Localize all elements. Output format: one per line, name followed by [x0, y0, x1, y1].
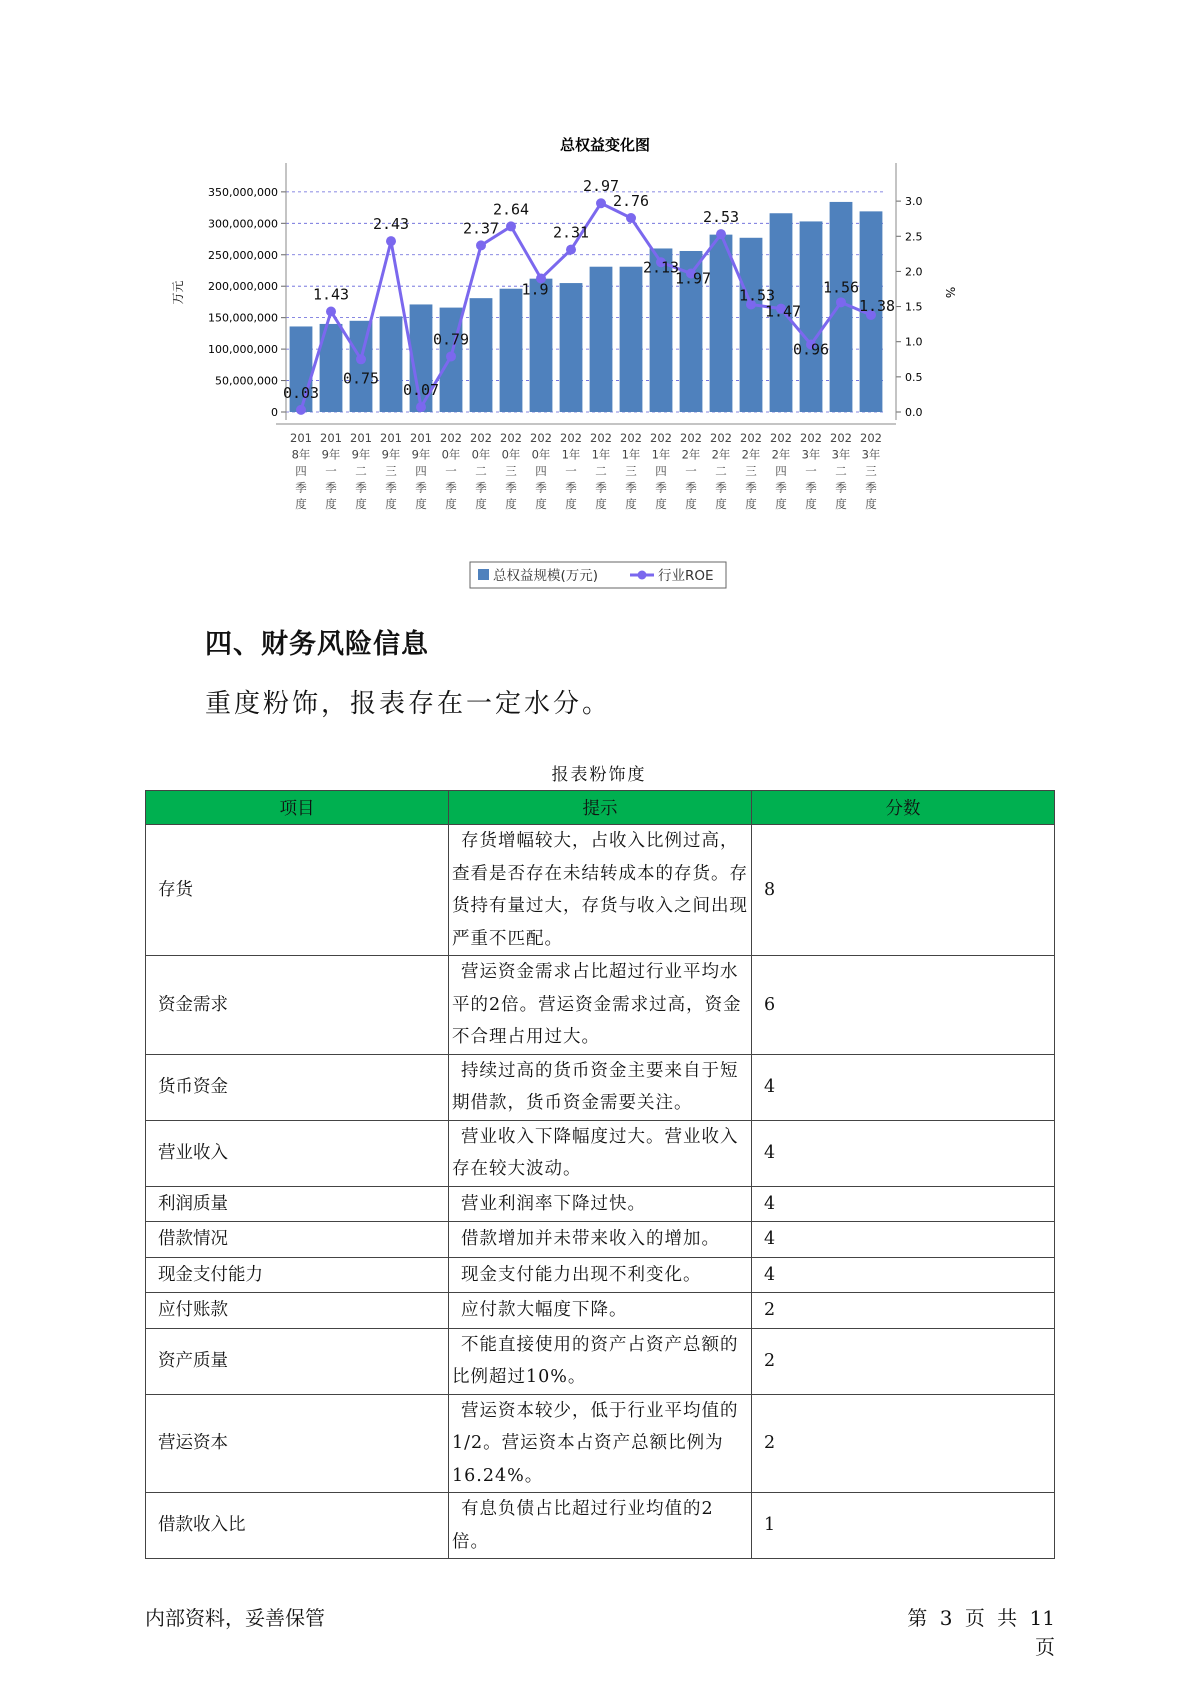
row-score: 4 [752, 1257, 1055, 1293]
x-tick-label: 二 [835, 464, 847, 478]
row-hint: 不能直接使用的资产占资产总额的比例超过10%。 [449, 1328, 752, 1394]
x-tick-label: 0年 [501, 447, 521, 462]
roe-data-label: 2.31 [552, 223, 590, 242]
x-tick-label: 3年 [801, 447, 821, 462]
row-item: 借款收入比 [146, 1493, 449, 1559]
x-tick-label: 季 [805, 480, 817, 495]
x-tick-label: 0年 [471, 447, 491, 462]
roe-data-label: 1.53 [738, 286, 776, 305]
x-tick-label: 三 [505, 464, 517, 478]
x-tick-label: 202 [440, 431, 462, 445]
x-tick-label: 201 [380, 431, 402, 445]
left-axis-label: 万元 [171, 280, 185, 305]
bar [530, 279, 553, 412]
x-tick-label: 季 [325, 480, 337, 495]
header-item: 项目 [146, 791, 449, 825]
x-tick-label: 202 [800, 431, 822, 445]
row-hint: 营业收入下降幅度过大。营业收入存在较大波动。 [449, 1120, 752, 1186]
x-tick-label: 一 [805, 464, 817, 478]
roe-point [326, 306, 336, 316]
row-hint: 持续过高的货币资金主要来自于短期借款，货币资金需要关注。 [449, 1054, 752, 1120]
legend-label-bar: 总权益规模(万元) [493, 568, 599, 584]
x-tick-label: 1年 [651, 447, 671, 462]
row-item: 货币资金 [146, 1054, 449, 1120]
bar [800, 221, 823, 412]
roe-data-label: 2.53 [702, 208, 740, 227]
chart-title: 总权益变化图 [559, 136, 651, 154]
right-tick-label: 0.5 [905, 370, 923, 384]
roe-point [596, 198, 606, 208]
x-tick-label: 度 [865, 497, 877, 511]
x-tick-label: 度 [415, 497, 427, 511]
table-row [146, 1394, 1055, 1493]
row-item: 借款情况 [146, 1222, 449, 1258]
x-tick-label: 2年 [681, 447, 701, 462]
x-tick-label: 201 [410, 431, 432, 445]
x-tick-label: 0年 [441, 447, 461, 462]
x-tick-label: 度 [505, 497, 517, 511]
x-tick-label: 202 [470, 431, 492, 445]
x-tick-label: 三 [865, 464, 877, 478]
x-tick-label: 度 [745, 497, 757, 511]
x-tick-label: 度 [355, 497, 367, 511]
roe-data-label: 1.47 [764, 302, 802, 321]
x-tick-label: 季 [475, 480, 487, 495]
x-tick-label: 度 [835, 497, 847, 511]
roe-data-label: 1.56 [822, 278, 860, 297]
roe-data-label: 0.79 [432, 330, 470, 349]
x-tick-label: 一 [565, 464, 577, 478]
x-tick-label: 季 [445, 480, 457, 495]
roe-data-label: 0.07 [402, 381, 440, 400]
x-tick-label: 202 [740, 431, 762, 445]
right-axis-label: % [943, 286, 957, 299]
roe-point [356, 354, 366, 364]
x-tick-label: 度 [325, 497, 337, 511]
x-tick-label: 季 [565, 480, 577, 495]
header-score: 分数 [752, 791, 1055, 825]
right-tick-label: 1.0 [905, 335, 923, 349]
x-tick-label: 四 [535, 464, 547, 478]
x-tick-label: 四 [655, 464, 667, 478]
x-tick-label: 202 [680, 431, 702, 445]
x-tick-label: 202 [860, 431, 882, 445]
row-hint: 营运资金需求占比超过行业平均水平的2倍。营运资金需求过高，资金不合理占用过大。 [449, 956, 752, 1055]
roe-point [716, 229, 726, 239]
x-tick-label: 度 [685, 497, 697, 511]
x-tick-label: 季 [715, 480, 727, 495]
roe-point [416, 402, 426, 412]
row-item: 利润质量 [146, 1186, 449, 1222]
equity-chart-svg [150, 130, 957, 600]
roe-point [836, 297, 846, 307]
x-tick-label: 3年 [861, 447, 881, 462]
table-row [146, 1054, 1055, 1120]
x-tick-label: 201 [320, 431, 342, 445]
x-tick-label: 3年 [831, 447, 851, 462]
x-tick-label: 202 [590, 431, 612, 445]
roe-point [446, 351, 456, 361]
footer-confidential: 内部资料，妥善保管 [145, 1606, 325, 1630]
x-tick-label: 2年 [771, 447, 791, 462]
left-tick-label: 200,000,000 [208, 280, 278, 294]
risk-table [145, 790, 1055, 1559]
bar [620, 267, 643, 412]
roe-data-label: 0.03 [282, 383, 320, 402]
x-tick-label: 度 [625, 497, 637, 511]
roe-data-label: 2.97 [582, 177, 620, 196]
x-tick-label: 一 [325, 464, 337, 478]
x-tick-label: 季 [295, 480, 307, 495]
left-tick-label: 350,000,000 [208, 185, 278, 199]
roe-data-label: 1.97 [674, 269, 712, 288]
table-header-row [146, 791, 1055, 825]
row-hint: 应付款大幅度下降。 [449, 1293, 752, 1329]
row-item: 存货 [146, 825, 449, 956]
row-hint: 存货增幅较大，占收入比例过高，查看是否存在未结转成本的存货。存货持有量过大，存货与收入之间出现严重不匹配。 [449, 825, 752, 956]
bar [350, 321, 373, 412]
x-tick-label: 一 [685, 464, 697, 478]
roe-data-label: 2.13 [642, 258, 680, 277]
roe-data-label: 1.9 [521, 280, 549, 299]
table-row [146, 1222, 1055, 1258]
x-tick-label: 四 [415, 464, 427, 478]
x-tick-label: 202 [650, 431, 672, 445]
row-score: 4 [752, 1186, 1055, 1222]
roe-data-label: 0.96 [792, 340, 830, 359]
x-tick-label: 度 [595, 497, 607, 511]
table-row [146, 1493, 1055, 1559]
footer-page-number: 第 3 页 共 11 页 [907, 1606, 1055, 1659]
x-tick-label: 季 [655, 480, 667, 495]
x-tick-label: 季 [775, 480, 787, 495]
x-tick-label: 8年 [291, 447, 311, 462]
roe-point [506, 221, 516, 231]
roe-point [626, 213, 636, 223]
x-tick-label: 度 [475, 497, 487, 511]
row-hint: 营业利润率下降过快。 [449, 1186, 752, 1222]
roe-data-label: 1.43 [312, 285, 350, 304]
roe-point [386, 236, 396, 246]
x-tick-label: 三 [745, 464, 757, 478]
x-tick-label: 度 [385, 497, 397, 511]
row-item: 营运资本 [146, 1394, 449, 1493]
row-score: 8 [752, 825, 1055, 956]
x-tick-label: 1年 [591, 447, 611, 462]
bar [710, 235, 733, 412]
x-tick-label: 度 [295, 497, 307, 511]
table-row [146, 1120, 1055, 1186]
row-hint: 有息负债占比超过行业均值的2倍。 [449, 1493, 752, 1559]
x-tick-label: 0年 [531, 447, 551, 462]
section-summary: 重度粉饰，报表存在一定水分。 [205, 689, 612, 719]
x-tick-label: 季 [385, 480, 397, 495]
roe-data-label: 2.37 [462, 219, 500, 238]
x-tick-label: 9年 [351, 447, 371, 462]
x-tick-label: 季 [415, 480, 427, 495]
row-score: 4 [752, 1054, 1055, 1120]
x-tick-label: 四 [775, 464, 787, 478]
row-hint: 现金支付能力出现不利变化。 [449, 1257, 752, 1293]
x-tick-label: 一 [445, 464, 457, 478]
row-score: 2 [752, 1328, 1055, 1394]
roe-point [296, 405, 306, 415]
x-tick-label: 度 [715, 497, 727, 511]
row-score: 2 [752, 1293, 1055, 1329]
bar [590, 267, 613, 412]
x-tick-label: 9年 [381, 447, 401, 462]
roe-data-label: 0.75 [342, 369, 380, 388]
x-tick-label: 三 [625, 464, 637, 478]
row-item: 资金需求 [146, 956, 449, 1055]
table-row [146, 1328, 1055, 1394]
x-tick-label: 202 [560, 431, 582, 445]
x-tick-label: 2年 [711, 447, 731, 462]
x-tick-label: 202 [620, 431, 642, 445]
x-tick-label: 9年 [411, 447, 431, 462]
left-tick-label: 250,000,000 [208, 248, 278, 262]
x-tick-label: 四 [295, 464, 307, 478]
right-tick-label: 3.0 [905, 195, 923, 209]
roe-data-label: 2.43 [372, 215, 410, 234]
x-tick-label: 季 [745, 480, 757, 495]
table-row [146, 1293, 1055, 1329]
x-tick-label: 季 [625, 480, 637, 495]
roe-point [476, 240, 486, 250]
equity-chart [150, 130, 957, 600]
roe-data-label: 2.64 [492, 200, 530, 219]
row-score: 6 [752, 956, 1055, 1055]
table-row [146, 1186, 1055, 1222]
row-item: 资产质量 [146, 1328, 449, 1394]
x-tick-label: 季 [685, 480, 697, 495]
x-tick-label: 202 [710, 431, 732, 445]
bar [500, 289, 523, 412]
legend-label-line: 行业ROE [658, 568, 714, 584]
row-hint: 借款增加并未带来收入的增加。 [449, 1222, 752, 1258]
row-item: 应付账款 [146, 1293, 449, 1329]
row-score: 1 [752, 1493, 1055, 1559]
x-tick-label: 202 [770, 431, 792, 445]
x-tick-label: 季 [505, 480, 517, 495]
roe-point [566, 245, 576, 255]
x-tick-label: 202 [500, 431, 522, 445]
x-tick-label: 度 [445, 497, 457, 511]
left-tick-label: 50,000,000 [215, 374, 278, 388]
row-score: 4 [752, 1120, 1055, 1186]
row-item: 现金支付能力 [146, 1257, 449, 1293]
x-tick-label: 季 [535, 480, 547, 495]
x-tick-label: 度 [565, 497, 577, 511]
x-tick-label: 季 [835, 480, 847, 495]
x-tick-label: 2年 [741, 447, 761, 462]
x-tick-label: 季 [595, 480, 607, 495]
x-tick-label: 度 [655, 497, 667, 511]
x-tick-label: 9年 [321, 447, 341, 462]
table-caption: 报表粉饰度 [551, 765, 647, 785]
bar [470, 298, 493, 412]
legend-swatch-bar [478, 569, 489, 580]
bar [560, 283, 583, 412]
roe-data-label: 2.76 [612, 191, 650, 210]
table-row [146, 1257, 1055, 1293]
table-row [146, 956, 1055, 1055]
x-tick-label: 度 [805, 497, 817, 511]
right-tick-label: 0.0 [905, 406, 923, 419]
row-hint: 营运资本较少，低于行业平均值的1/2。营运资本占资产总额比例为16.24%。 [449, 1394, 752, 1493]
row-score: 2 [752, 1394, 1055, 1493]
bar [380, 316, 403, 412]
bar [740, 238, 763, 412]
x-tick-label: 202 [530, 431, 552, 445]
x-tick-label: 1年 [561, 447, 581, 462]
x-tick-label: 202 [830, 431, 852, 445]
row-score: 4 [752, 1222, 1055, 1258]
header-hint: 提示 [449, 791, 752, 825]
legend-swatch-point [638, 571, 647, 580]
table-row [146, 825, 1055, 956]
x-tick-label: 201 [350, 431, 372, 445]
roe-data-label: 1.38 [858, 296, 896, 315]
right-tick-label: 2.0 [905, 265, 923, 279]
x-tick-label: 二 [475, 464, 487, 478]
x-tick-label: 度 [535, 497, 547, 511]
x-tick-label: 三 [385, 464, 397, 478]
x-tick-label: 二 [715, 464, 727, 478]
x-tick-label: 季 [865, 480, 877, 495]
right-tick-label: 1.5 [905, 300, 923, 314]
x-tick-label: 201 [290, 431, 312, 445]
x-tick-label: 二 [355, 464, 367, 478]
section-heading: 四、财务风险信息 [205, 629, 429, 660]
chart-legend [470, 562, 726, 588]
x-tick-label: 二 [595, 464, 607, 478]
row-item: 营业收入 [146, 1120, 449, 1186]
left-tick-label: 0 [271, 406, 278, 419]
left-tick-label: 300,000,000 [208, 217, 278, 231]
right-tick-label: 2.5 [905, 230, 923, 244]
left-tick-label: 150,000,000 [208, 311, 278, 325]
x-tick-label: 季 [355, 480, 367, 495]
x-tick-label: 度 [775, 497, 787, 511]
left-tick-label: 100,000,000 [208, 343, 278, 357]
x-tick-label: 1年 [621, 447, 641, 462]
